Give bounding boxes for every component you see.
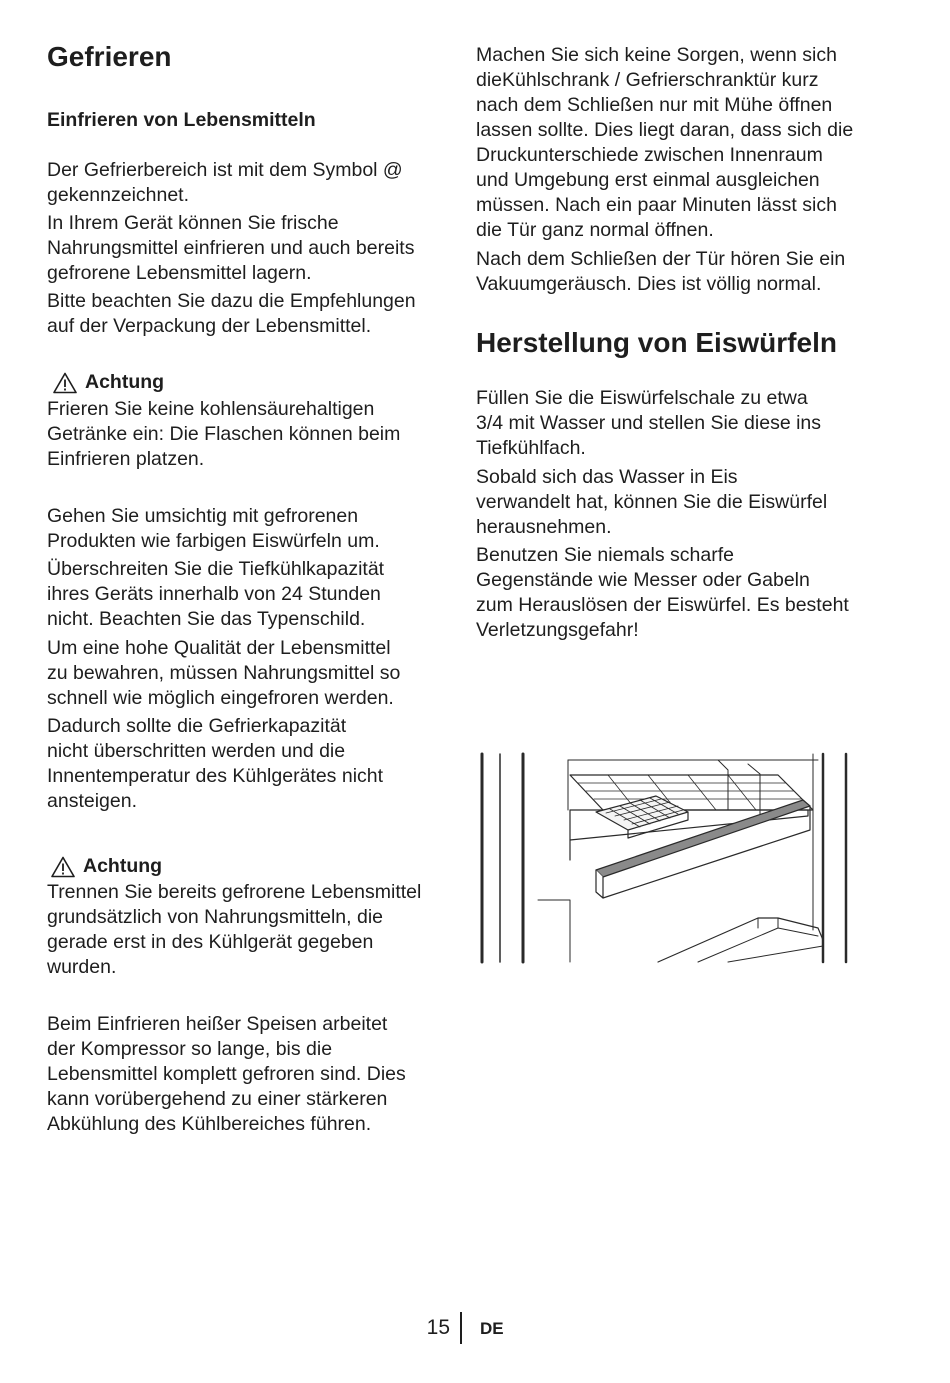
language-code: DE	[480, 1319, 504, 1338]
page-footer	[0, 1312, 950, 1346]
page-title: Gefrieren	[47, 41, 172, 72]
paragraph-recommendations: Bitte beachten Sie dazu die Empfehlungen auf der Verpackung der Lebensmittel.	[47, 290, 416, 337]
page-number: 15	[426, 1316, 450, 1339]
warning-text-2: Trennen Sie bereits gefrorene Lebensmittel grundsätzlich von Nahrungsmitteln, die gerade erst in des Kühlgerät gegeben wurden.	[47, 881, 422, 978]
warning-heading-1	[53, 370, 164, 395]
paragraph-fill-tray: Füllen Sie die Eiswürfelschale zu etwa 3/4 mit Wasser und stellen Sie diese ins Tiefkühlfach.	[476, 387, 822, 459]
paragraph-vacuum-sound: Nach dem Schließen der Tür hören Sie ein Vakuumgeräusch. Dies ist völlig normal.	[476, 248, 846, 295]
paragraph-freezing-capacity: Dadurch sollte die Gefrierkapazität nicht überschritten werden und die Innentemperatur des Kühlgerätes nicht ansteigen.	[47, 715, 384, 812]
warning-text-1: Frieren Sie keine kohlensäurehaltigen Getränke ein: Die Flaschen können beim Einfrieren platzen.	[47, 398, 401, 470]
section-subtitle: Einfrieren von Lebensmitteln	[47, 109, 316, 131]
freezer-ice-tray-illustration	[478, 750, 850, 965]
paragraph-freezer-symbol: Der Gefrierbereich ist mit dem Symbol @ gekennzeichnet.	[47, 159, 403, 206]
paragraph-careful-handling: Gehen Sie umsichtig mit gefrorenen Produkten wie farbigen Eiswürfeln um.	[47, 505, 380, 552]
warning-label-1: Achtung	[85, 371, 165, 393]
paragraph-quality: Um eine hohe Qualität der Lebensmittel zu bewahren, müssen Nahrungsmittel so schnell wie möglich eingefroren werden.	[47, 637, 401, 709]
warning-triangle-icon	[51, 856, 75, 878]
warning-label-2: Achtung	[83, 855, 163, 877]
paragraph-remove-cubes: Sobald sich das Wasser in Eis verwandelt hat, können Sie die Eiswürfel herausnehmen.	[476, 466, 828, 538]
paragraph-no-sharp-objects: Benutzen Sie niemals scharfe Gegenstände wie Messer oder Gabeln zum Herauslösen der Eiswürfel. Es besteht Verletzungsgefahr!	[476, 544, 849, 641]
paragraph-hot-food: Beim Einfrieren heißer Speisen arbeitet der Kompressor so lange, bis die Lebensmittel komplett gefroren sind. Dies kann vorübergehend zu einer stärkeren Abkühlung des Kühlbereiches führen.	[47, 1013, 406, 1135]
paragraph-capacity: Überschreiten Sie die Tiefkühlkapazität ihres Geräts innerhalb von 24 Stunden nicht. Beachten Sie das Typenschild.	[47, 558, 385, 630]
paragraph-fresh-food: In Ihrem Gerät können Sie frische Nahrungsmittel einfrieren und auch bereits gefrorene Lebensmittel lagern.	[47, 212, 415, 284]
warning-heading-2	[51, 854, 162, 879]
warning-triangle-icon	[53, 372, 77, 394]
paragraph-door-pressure: Machen Sie sich keine Sorgen, wenn sich dieKühlschrank / Gefrierschranktür kurz nach dem Schließen nur mit Mühe öffnen lassen sollte. Dies liegt daran, dass sich die Druckunterschiede zwischen Innenraum und Umgebung erst einmal ausgleichen müssen. Nach ein paar Minuten lässt sich die Tür ganz normal öffnen.	[476, 44, 854, 241]
ice-cube-heading: Herstellung von Eiswürfeln	[476, 327, 837, 358]
footer-divider	[460, 1312, 462, 1344]
